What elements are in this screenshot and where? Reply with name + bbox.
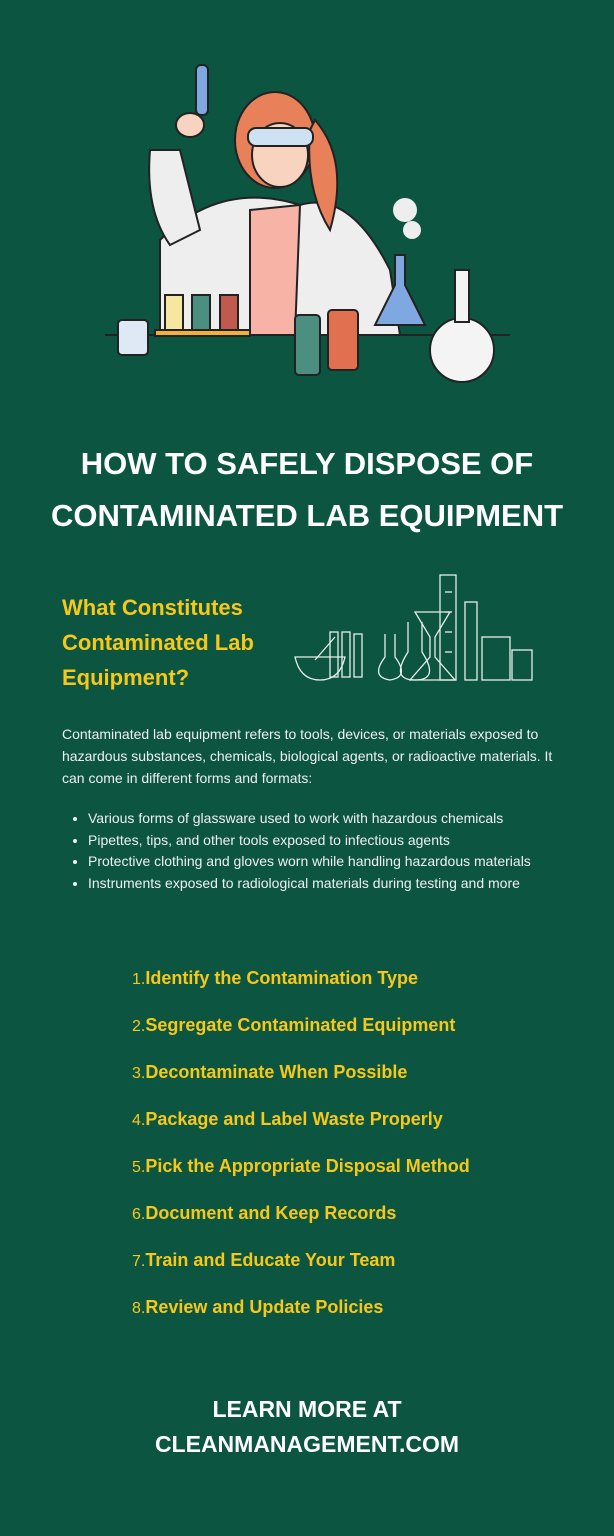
step-item [132,1201,470,1248]
step-text: Train and Educate Your Team [145,1250,396,1270]
call-to-action [0,1392,614,1462]
step-number: 5. [132,1159,146,1176]
step-number: 2. [132,1018,146,1035]
title-line: HOW TO SAFELY DISPOSE OF [80,446,534,481]
step-text: Document and Keep Records [145,1203,397,1223]
page-title [0,438,614,542]
intro-paragraph: Contaminated lab equipment refers to tools, devices, or materials exposed to hazardous substances, chemicals, biological agents, or radioactive materials. It can come in different forms and formats: [62,726,553,786]
scientist-illustration [100,30,510,390]
cta-line: LEARN MORE AT [212,1396,402,1422]
title-line: CONTAMINATED LAB EQUIPMENT [50,498,564,533]
disposal-steps-list [132,966,470,1342]
step-number: 1. [132,971,146,988]
cta-website: CLEANMANAGEMENT.COM [154,1431,460,1457]
list-item: • Protective clothing and gloves worn while handling hazardous materials [88,851,608,873]
step-number: 6. [132,1206,146,1223]
step-text: Package and Label Waste Properly [145,1109,443,1129]
glassware-sketch [290,572,535,684]
step-item [132,966,470,1013]
step-text: Pick the Appropriate Disposal Method [145,1156,470,1176]
step-item [132,1248,470,1295]
heading-line: Equipment? [62,665,190,690]
heading-line: What Constitutes [62,595,243,620]
step-item [132,1013,470,1060]
step-text: Decontaminate When Possible [145,1062,408,1082]
step-text: Identify the Contamination Type [145,968,419,988]
step-text: Segregate Contaminated Equipment [145,1015,456,1035]
list-item: • Various forms of glassware used to work with hazardous chemicals [88,808,608,830]
step-item [132,1154,470,1201]
step-item [132,1295,470,1342]
heading-line: Contaminated Lab [62,630,254,655]
step-item [132,1107,470,1154]
equipment-bullet-list [70,808,608,895]
step-text: Review and Update Policies [145,1297,384,1317]
step-number: 7. [132,1253,146,1270]
step-item [132,1060,470,1107]
section-heading [62,590,292,695]
step-number: 4. [132,1112,146,1129]
list-item: • Pipettes, tips, and other tools exposed to infectious agents [88,830,608,852]
list-item: • Instruments exposed to radiological materials during testing and more [88,873,608,895]
step-number: 3. [132,1065,146,1082]
step-number: 8. [132,1300,146,1317]
